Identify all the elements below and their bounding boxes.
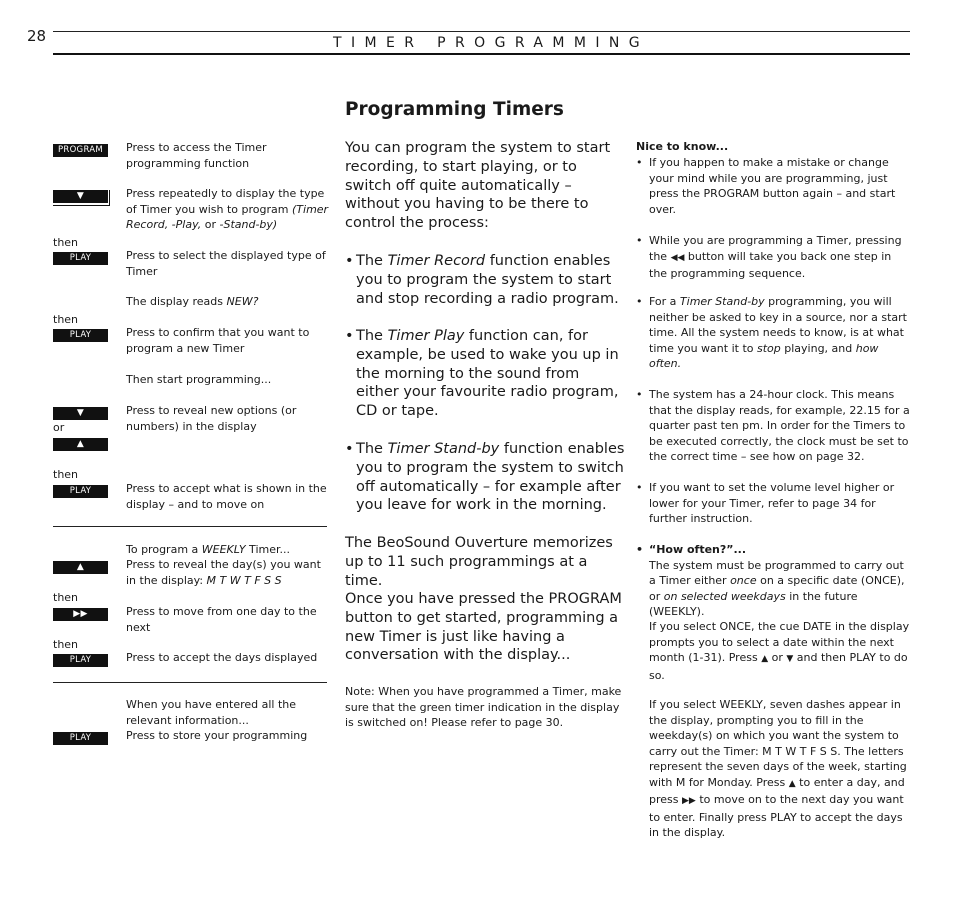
once-explanation: If you select ONCE, the cue DATE in the display prompts you to select a date within the next month (1-31). Press ▲ or ▼ and then PLAY to do so. bbox=[649, 620, 910, 682]
step-start-programming: Then start programming... bbox=[126, 373, 272, 386]
step-accept-move-on: Press to accept what is shown in the display – and to move on bbox=[126, 482, 327, 511]
section-divider bbox=[53, 682, 327, 683]
weekly-explanation: If you select WEEKLY, seven dashes appear in the display, prompting you to fill in the weekday(s) on which you want the system to carry out the Timer: M T W T F S S. The letters represent the seven days of the week, starting with M for Monday. Press ▲ to enter a day, and press ▶▶ to move on to the next day you want to enter. Finally press PLAY to accept the days in the display. bbox=[649, 698, 907, 839]
connector-then: then bbox=[53, 591, 79, 604]
up-arrow-key-icon: ▲ bbox=[53, 561, 108, 574]
play-key-icon: PLAY bbox=[53, 654, 108, 667]
step-accept-days: Press to accept the days displayed bbox=[126, 651, 318, 664]
tip-volume: • If you want to set the volume level higher or lower for your Timer, refer to page 34 for further instruction. bbox=[636, 481, 895, 525]
step-move-next-day: Press to move from one day to the next bbox=[126, 605, 317, 634]
connector-then: then bbox=[53, 313, 79, 326]
timer-record-bullet: • The Timer Record function enables you to program the system to start and stop recording a radio program. bbox=[345, 253, 619, 307]
header-rule bbox=[53, 53, 910, 55]
step-store: Press to store your programming bbox=[126, 729, 308, 742]
play-key-icon: PLAY bbox=[53, 485, 108, 498]
intro-paragraph: You can program the system to start recording, to start playing, or to switch off quite automatically – without you having to be there to control the process: bbox=[345, 140, 611, 232]
down-arrow-icon: ▼ bbox=[786, 654, 794, 664]
connector-then: then bbox=[53, 468, 79, 481]
step-entered-all: When you have entered all the relevant information... bbox=[126, 698, 297, 727]
step-confirm-new: Press to confirm that you want to program a new Timer bbox=[126, 326, 310, 355]
fast-forward-key-icon: ▶▶ bbox=[53, 608, 108, 621]
play-key-icon: PLAY bbox=[53, 252, 108, 265]
play-key-icon: PLAY bbox=[53, 329, 108, 342]
connector-or: or bbox=[53, 421, 65, 434]
tip-back-step: • While you are programming a Timer, pressing the ◀◀ button will take you back one step in the programming sequence. bbox=[636, 234, 902, 280]
note-paragraph: Note: When you have programmed a Timer, make sure that the green timer indication in the display is switched on! Please refer to page 30. bbox=[345, 685, 622, 729]
once-pressed-paragraph: Once you have pressed the PROGRAM button to get started, programming a new Timer is just like having a conversation with the display... bbox=[345, 591, 622, 664]
tip-how-often: • “How often?”... The system must be programmed to carry out a Timer either once on a specific date (ONCE), or on selected weekdays in the future (WEEKLY). bbox=[636, 543, 905, 618]
how-often-heading: “How often?”... bbox=[649, 543, 747, 556]
step-select-type: Press to select the displayed type of Timer bbox=[126, 249, 326, 278]
tip-standby: • For a Timer Stand-by programming, you will neither be asked to key in a source, nor a start time. All the system needs to know, is at what time you want it to stop playing, and how often. bbox=[636, 295, 907, 370]
up-arrow-icon: ▲ bbox=[761, 654, 769, 664]
rewind-icon: ◀◀ bbox=[670, 252, 685, 263]
down-arrow-key-icon: ▼ bbox=[53, 407, 108, 420]
tip-mistake: • If you happen to make a mistake or change your mind while you are programming, just press the PROGRAM button again – and start over. bbox=[636, 156, 896, 216]
down-arrow-key-icon: ▼ bbox=[53, 190, 108, 203]
connector-then: then bbox=[53, 236, 79, 249]
step-reveal-days: Press to reveal the day(s) you want in the display: M T W T F S S bbox=[126, 558, 321, 587]
step-reveal-options: Press to reveal new options (or numbers) in the display bbox=[126, 404, 297, 433]
top-rule bbox=[53, 31, 910, 32]
play-key-icon: PLAY bbox=[53, 732, 108, 745]
timer-standby-bullet: • The Timer Stand-by function enables you to program the system to switch off automatically – for example after you leave for work in the morning. bbox=[345, 441, 625, 514]
step-program-weekly: To program a WEEKLY Timer... bbox=[126, 543, 290, 556]
section-title: TIMER PROGRAMMING bbox=[333, 35, 649, 51]
step-access-timer: Press to access the Timer programming function bbox=[126, 141, 267, 170]
program-key-icon: PROGRAM bbox=[53, 144, 108, 157]
up-arrow-key-icon: ▲ bbox=[53, 438, 108, 451]
page-heading: Programming Timers bbox=[345, 99, 564, 120]
up-arrow-icon: ▲ bbox=[788, 778, 796, 789]
section-divider bbox=[53, 526, 327, 527]
memory-paragraph: The BeoSound Ouverture memorizes up to 11 such programmings at a time. bbox=[345, 535, 613, 589]
page-number: 28 bbox=[27, 27, 47, 45]
nice-to-know-heading: Nice to know... bbox=[636, 140, 729, 153]
timer-play-bullet: • The Timer Play function can, for example, be used to wake you up in the morning to the sound from either your favourite radio program, CD or tape. bbox=[345, 328, 619, 420]
tip-24-hour-clock: • The system has a 24-hour clock. This means that the display reads, for example, 22.15 for a quarter past ten pm. In order for the Timers to be executed correctly, the clock must be set to the correct time – see how on page 32. bbox=[636, 388, 910, 463]
fast-forward-icon: ▶▶ bbox=[682, 796, 696, 806]
step-display-type: Press repeatedly to display the type of Timer you wish to program (Timer Record, -Play, or -Stand-by) bbox=[126, 187, 329, 231]
connector-then: then bbox=[53, 638, 79, 651]
step-display-new: The display reads NEW? bbox=[126, 295, 259, 308]
